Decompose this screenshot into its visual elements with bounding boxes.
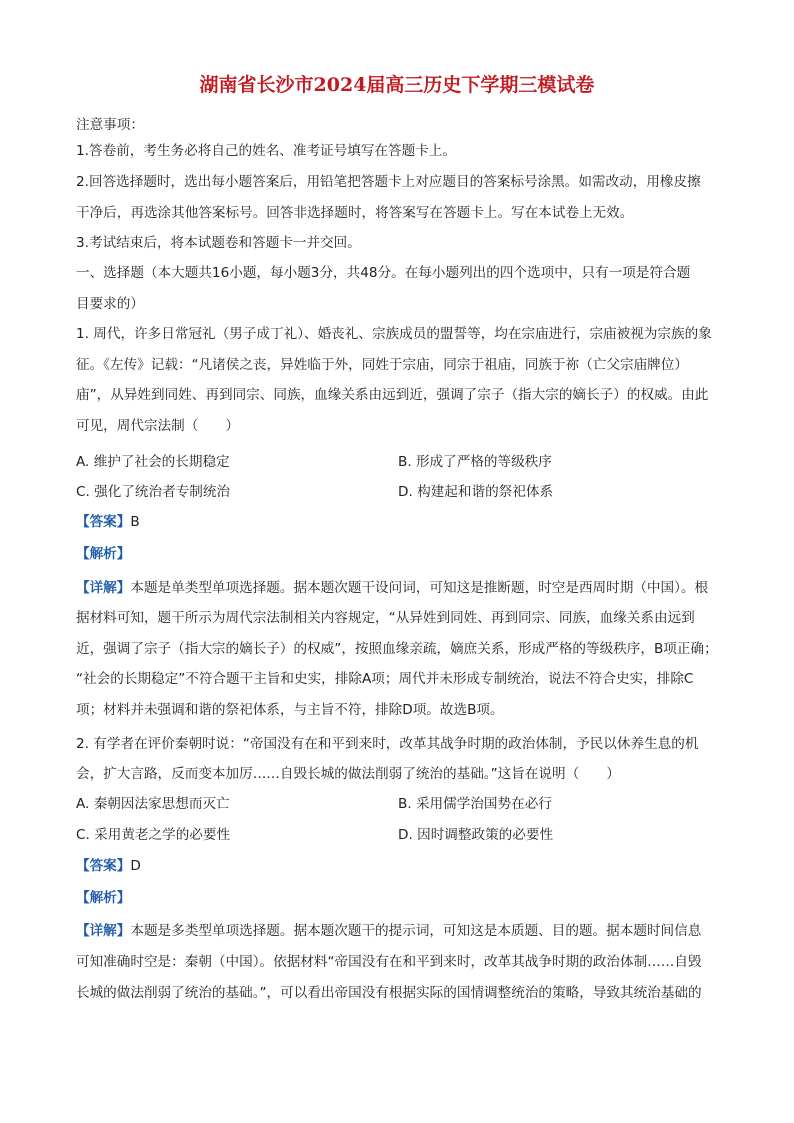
notice-line: 干净后，再选涂其他答案标号。回答非选择题时，将答案写在答题卡上。写在本试卷上无效。 [76, 205, 634, 221]
notice-line: 2.回答选择题时，选出每小题答案后，用铅笔把答题卡上对应题目的答案标号涂黑。如需改动，用橡皮擦 [76, 174, 701, 190]
notice-line: 3.考试结束后，将本试题卷和答题卡一并交回。 [76, 235, 361, 251]
question-2-line: 会，扩大言路，反而变本加厉……自毁长城的做法削弱了统治的基础。”这旨在说明（ ） [76, 766, 620, 782]
answer-tag: 【答案】 [76, 858, 131, 874]
question-1-line: 征。《左传》记载：“凡诸侯之丧，异姓临于外，同姓于宗庙，同宗于祖庙，同族于祢（亡父宗庙牌位） [76, 357, 688, 373]
detail-text: 本题是单类型单项选择题。据本题次题干设问词，可知这是推断题，时空是西周时期（中国）。根 [130, 580, 709, 596]
notice-heading: 注意事项： [76, 117, 144, 133]
detail-text: 本题是多类型单项选择题。据本题次题干的提示词，可知这是本质题、目的题。据本题时间信息 [130, 923, 702, 939]
detail-tag: 【详解】 [76, 923, 131, 939]
question-2-detail-line: 长城的做法削弱了统治的基础。”，可以看出帝国没有根据实际的国情调整统治的策略，导致其统治基础的 [76, 985, 702, 1001]
question-1-option-a: A. 维护了社会的长期稳定 [76, 454, 230, 470]
question-1-answer [76, 513, 140, 531]
question-1-detail-line: 项；材料并未强调和谐的祭祀体系，与主旨不符，排除D项。故选B项。 [76, 702, 504, 718]
question-2-line: 2. 有学者在评价秦朝时说：“帝国没有在和平到来时，改革其战争时期的政治体制，予民以休养生息的机 [76, 736, 699, 752]
question-1-detail-line: “社会的长期稳定”不符合题干主旨和史实，排除A项；周代并未形成专制统治，说法不符合史实，排除C [76, 671, 694, 687]
question-1-option-d: D. 构建起和谐的祭祀体系 [398, 484, 554, 500]
question-1-line: 可见，周代宗法制（ ） [76, 418, 240, 434]
notice-line: 1.答卷前，考生务必将自己的姓名、准考证号填写在答题卡上。 [76, 143, 456, 159]
section-heading-line: 目要求的） [76, 296, 144, 312]
question-1-line: 庙”，从异姓到同姓、再到同宗、同族，血缘关系由远到近，强调了宗子（指大宗的嫡长子）的权威。由此 [76, 387, 709, 403]
question-1-analysis-heading [76, 545, 130, 563]
question-1-option-c: C. 强化了统治者专制统治 [76, 484, 231, 500]
question-2-option-d: D. 因时调整政策的必要性 [398, 827, 554, 843]
question-2-option-a: A. 秦朝因法家思想而灭亡 [76, 796, 230, 812]
analysis-tag: 【解析】 [76, 546, 131, 562]
detail-tag: 【详解】 [76, 580, 131, 596]
question-1-line: 1. 周代，许多日常冠礼（男子成丁礼）、婚丧礼、宗族成员的盟誓等，均在宗庙进行，宗庙被视为宗族的象 [76, 326, 712, 342]
question-1-detail-line: 近，强调了宗子（指大宗的嫡长子）的权威”，按照血缘亲疏，嫡庶关系，形成严格的等级秩序，B项正确； [76, 641, 718, 657]
document-title: 湖南省长沙市2024届高三历史下学期三模试卷 [199, 74, 595, 96]
question-2-answer [76, 857, 141, 875]
question-2-analysis-heading [76, 889, 130, 907]
question-2-option-c: C. 采用黄老之学的必要性 [76, 827, 231, 843]
question-2-detail-line: 可知准确时空是：秦朝（中国）。依据材料“帝国没有在和平到来时，改革其战争时期的政治体制……自毁 [76, 954, 702, 970]
question-1-option-b: B. 形成了严格的等级秩序 [398, 454, 552, 470]
question-2-option-b: B. 采用儒学治国势在必行 [398, 796, 552, 812]
answer-tag: 【答案】 [76, 514, 131, 530]
section-heading-line: 一、选择题（本大题共16小题，每小题3分，共48分。在每小题列出的四个选项中，只有一项是符合题 [76, 265, 691, 281]
answer-value: D [130, 858, 141, 874]
question-2-detail-line [76, 922, 701, 940]
question-1-detail-line [76, 579, 708, 597]
answer-value: B [130, 514, 140, 530]
question-1-detail-line: 据材料可知，题干所示为周代宗法制相关内容规定，“从异姓到同姓、再到同宗、同族，血缘关系由远到 [76, 610, 695, 626]
analysis-tag: 【解析】 [76, 890, 131, 906]
